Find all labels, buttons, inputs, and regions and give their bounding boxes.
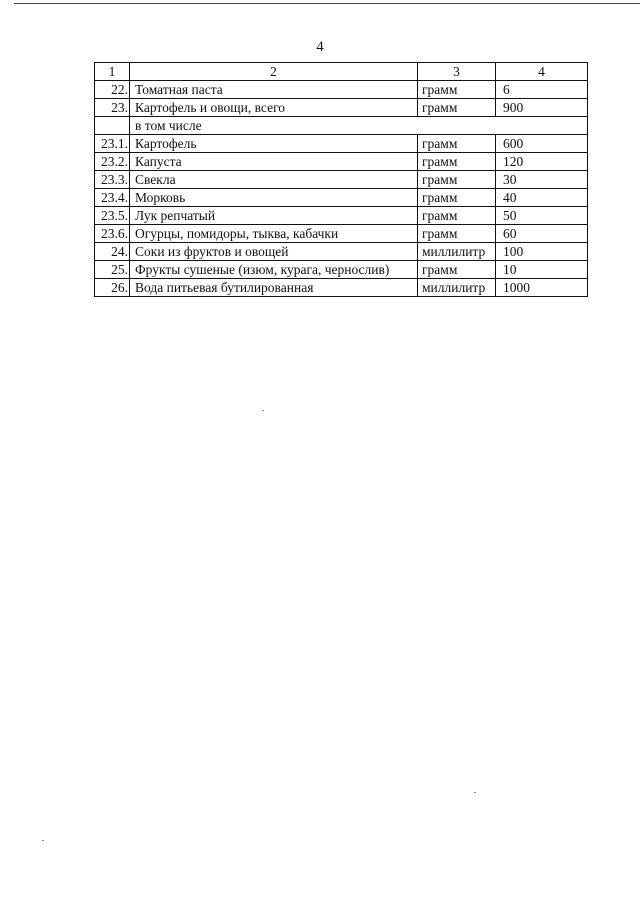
unit: грамм [418,99,496,117]
product-name: Картофель и овощи, всего [130,99,418,117]
product-name: Картофель [130,135,418,153]
scan-speck [474,792,476,793]
product-name: Томатная паста [130,81,418,99]
unit: миллилитр [418,279,496,297]
column-header: 2 [130,63,418,81]
quantity: 40 [496,189,588,207]
row-number: 23.6. [95,225,130,243]
scan-speck [262,410,264,411]
table-row [95,225,588,243]
column-header: 4 [496,63,588,81]
scan-speck [42,840,44,841]
table-row [95,279,588,297]
row-number [95,117,130,135]
quantity: 120 [496,153,588,171]
unit: грамм [418,81,496,99]
row-number: 26. [95,279,130,297]
quantity: 30 [496,171,588,189]
quantity: 600 [496,135,588,153]
unit: грамм [418,171,496,189]
row-number: 23.2. [95,153,130,171]
quantity: 50 [496,207,588,225]
quantity: 60 [496,225,588,243]
product-name: Лук репчатый [130,207,418,225]
row-number: 23.3. [95,171,130,189]
quantity: 1000 [496,279,588,297]
top-border-line [14,3,640,4]
unit: грамм [418,225,496,243]
row-number: 22. [95,81,130,99]
unit: грамм [418,135,496,153]
row-number: 23.4. [95,189,130,207]
product-name: Капуста [130,153,418,171]
unit: грамм [418,207,496,225]
row-number: 25. [95,261,130,279]
table-row [95,261,588,279]
norms-table [94,62,588,297]
quantity: 6 [496,81,588,99]
page-number: 4 [316,39,324,55]
subgroup-label: в том числе [130,117,588,135]
unit: грамм [418,261,496,279]
table-row [95,189,588,207]
row-number: 23.1. [95,135,130,153]
product-name: Вода питьевая бутилированная [130,279,418,297]
table-row [95,81,588,99]
table-row [95,135,588,153]
column-header: 3 [418,63,496,81]
product-name: Соки из фруктов и овощей [130,243,418,261]
table-row [95,153,588,171]
unit: грамм [418,153,496,171]
product-name: Фрукты сушеные (изюм, курага, чернослив) [130,261,418,279]
quantity: 10 [496,261,588,279]
table-row [95,99,588,117]
row-number: 24. [95,243,130,261]
product-name: Морковь [130,189,418,207]
row-number: 23.5. [95,207,130,225]
column-header: 1 [95,63,130,81]
quantity: 100 [496,243,588,261]
product-name: Огурцы, помидоры, тыква, кабачки [130,225,418,243]
row-number: 23. [95,99,130,117]
unit: грамм [418,189,496,207]
table-header-row [95,63,588,81]
table-row [95,117,588,135]
quantity: 900 [496,99,588,117]
unit: миллилитр [418,243,496,261]
table-row [95,171,588,189]
product-name: Свекла [130,171,418,189]
table-row [95,207,588,225]
table-row [95,243,588,261]
